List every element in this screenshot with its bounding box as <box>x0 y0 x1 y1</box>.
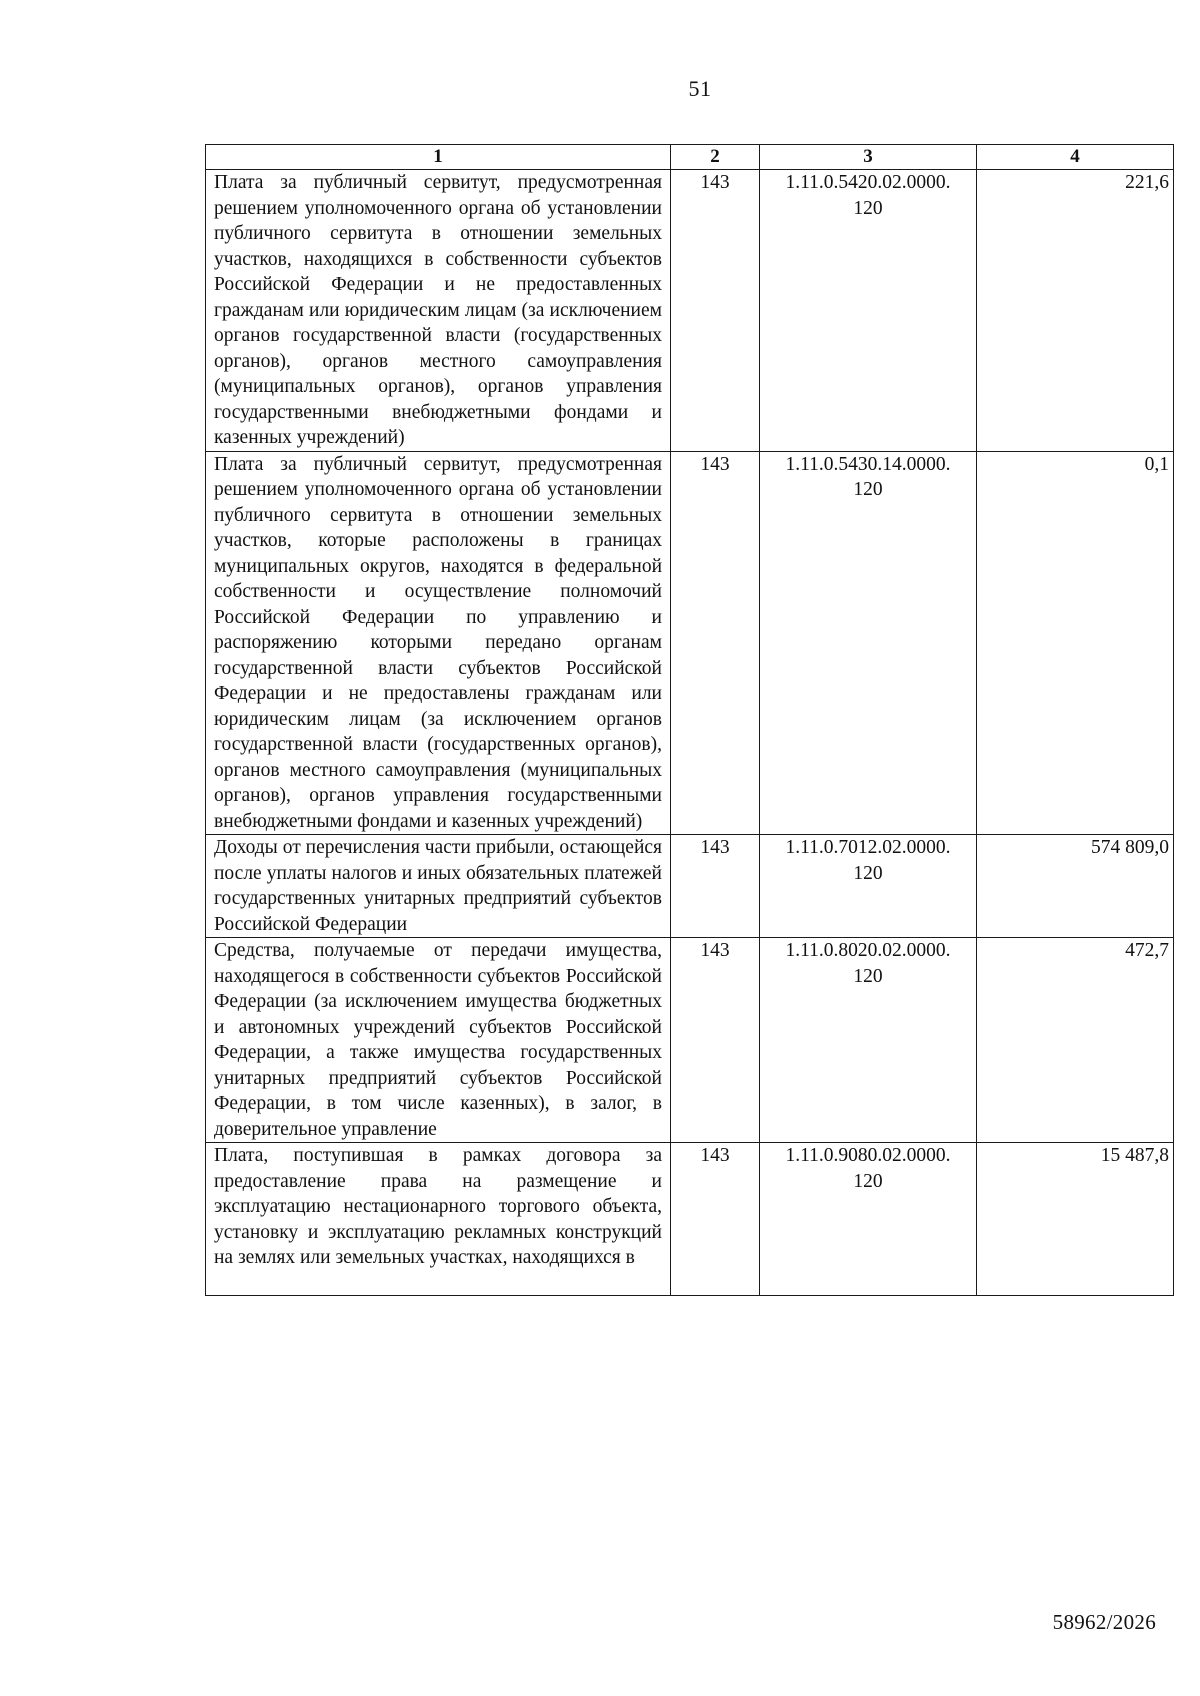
column-header-1: 1 <box>206 145 671 170</box>
budget-code-part2: 120 <box>853 197 883 219</box>
admin-code-cell: 143 <box>671 170 760 452</box>
table-row <box>206 451 1174 835</box>
admin-code-cell: 143 <box>671 451 760 835</box>
amount-cell: 221,6 <box>977 170 1174 452</box>
amount-cell: 472,7 <box>977 938 1174 1143</box>
table-row <box>206 835 1174 938</box>
budget-code-part1: 1.11.0.8020.02.0000. <box>785 940 951 961</box>
revenue-table <box>205 144 1174 1296</box>
column-header-2: 2 <box>671 145 760 170</box>
admin-code-cell: 143 <box>671 1143 760 1296</box>
budget-code-part1: 1.11.0.5430.14.0000. <box>785 453 951 475</box>
income-name-cell: Плата за публичный сервитут, предусмотренная решением уполномоченного органа об установлении публичного сервитута в отношении земельных участков, находящихся в собственности субъектов Российской Федерации и не предоставленных гражданам или юридическим лицам (за исключением органов государственной власти (государственных органов), органов местного самоуправления (муниципальных органов), органов управления государственными внебюджетными фондами и казенных учреждений) <box>206 170 671 452</box>
budget-code-part2: 120 <box>853 1170 883 1192</box>
income-name-text: Плата, поступившая в рамках договора за предоставление права на размещение и эксплуатацию нестационарного торгового объекта, установку и эксплуатацию рекламных конструкций на землях или земельных участках, находящихся в <box>214 1145 662 1268</box>
table-row <box>206 1143 1174 1296</box>
admin-code-cell: 143 <box>671 938 760 1143</box>
admin-code-cell: 143 <box>671 835 760 938</box>
budget-code-cell <box>760 170 977 452</box>
budget-code-part1: 1.11.0.7012.02.0000. <box>785 837 951 858</box>
income-name-cell: Средства, получаемые от передачи имущества, находящегося в собственности субъектов Российской Федерации (за исключением имущества бюджетных и автономных учреждений субъектов Российской Федерации, а также имущества государственных унитарных предприятий субъектов Российской Федерации, в том числе казенных), в залог, в доверительное управление <box>206 938 671 1143</box>
income-name-cell <box>206 1143 671 1296</box>
column-header-3: 3 <box>760 145 977 170</box>
budget-code-part1: 1.11.0.5420.02.0000. <box>785 172 951 193</box>
budget-code-cell <box>760 451 977 835</box>
table-row <box>206 170 1174 452</box>
income-name-cell: Плата за публичный сервитут, предусмотренная решением уполномоченного органа об установлении публичного сервитута в отношении земельных участков, которые расположены в границах муниципальных округов, находятся в федеральной собственности и осуществление полномочий Российской Федерации по управлению и распоряжению которыми передано органам государственной власти субъектов Российской Федерации и не предоставлены гражданам или юридическим лицам (за исключением органов государственной власти (государственных органов), органов местного самоуправления (муниципальных органов), органов управления государственными внебюджетными фондами и казенных учреждений) <box>206 451 671 835</box>
amount-cell: 0,1 <box>977 451 1174 835</box>
budget-code-cell <box>760 835 977 938</box>
budget-code-part2: 120 <box>853 965 883 987</box>
budget-code-cell <box>760 1143 977 1296</box>
budget-code-part2: 120 <box>853 862 883 884</box>
budget-code-part1: 1.11.0.9080.02.0000. <box>785 1145 951 1166</box>
budget-code-part2: 120 <box>853 479 883 500</box>
column-header-4: 4 <box>977 145 1174 170</box>
budget-code-cell <box>760 938 977 1143</box>
table-row <box>206 938 1174 1143</box>
page-number: 51 <box>688 76 712 101</box>
document-registration-number: 58962/2026 <box>1052 1610 1156 1634</box>
amount-cell: 15 487,8 <box>977 1143 1174 1296</box>
table-header-row <box>206 145 1174 170</box>
amount-cell: 574 809,0 <box>977 835 1174 938</box>
income-name-cell: Доходы от перечисления части прибыли, остающейся после уплаты налогов и иных обязательных платежей государственных унитарных предприятий субъектов Российской Федерации <box>206 835 671 938</box>
